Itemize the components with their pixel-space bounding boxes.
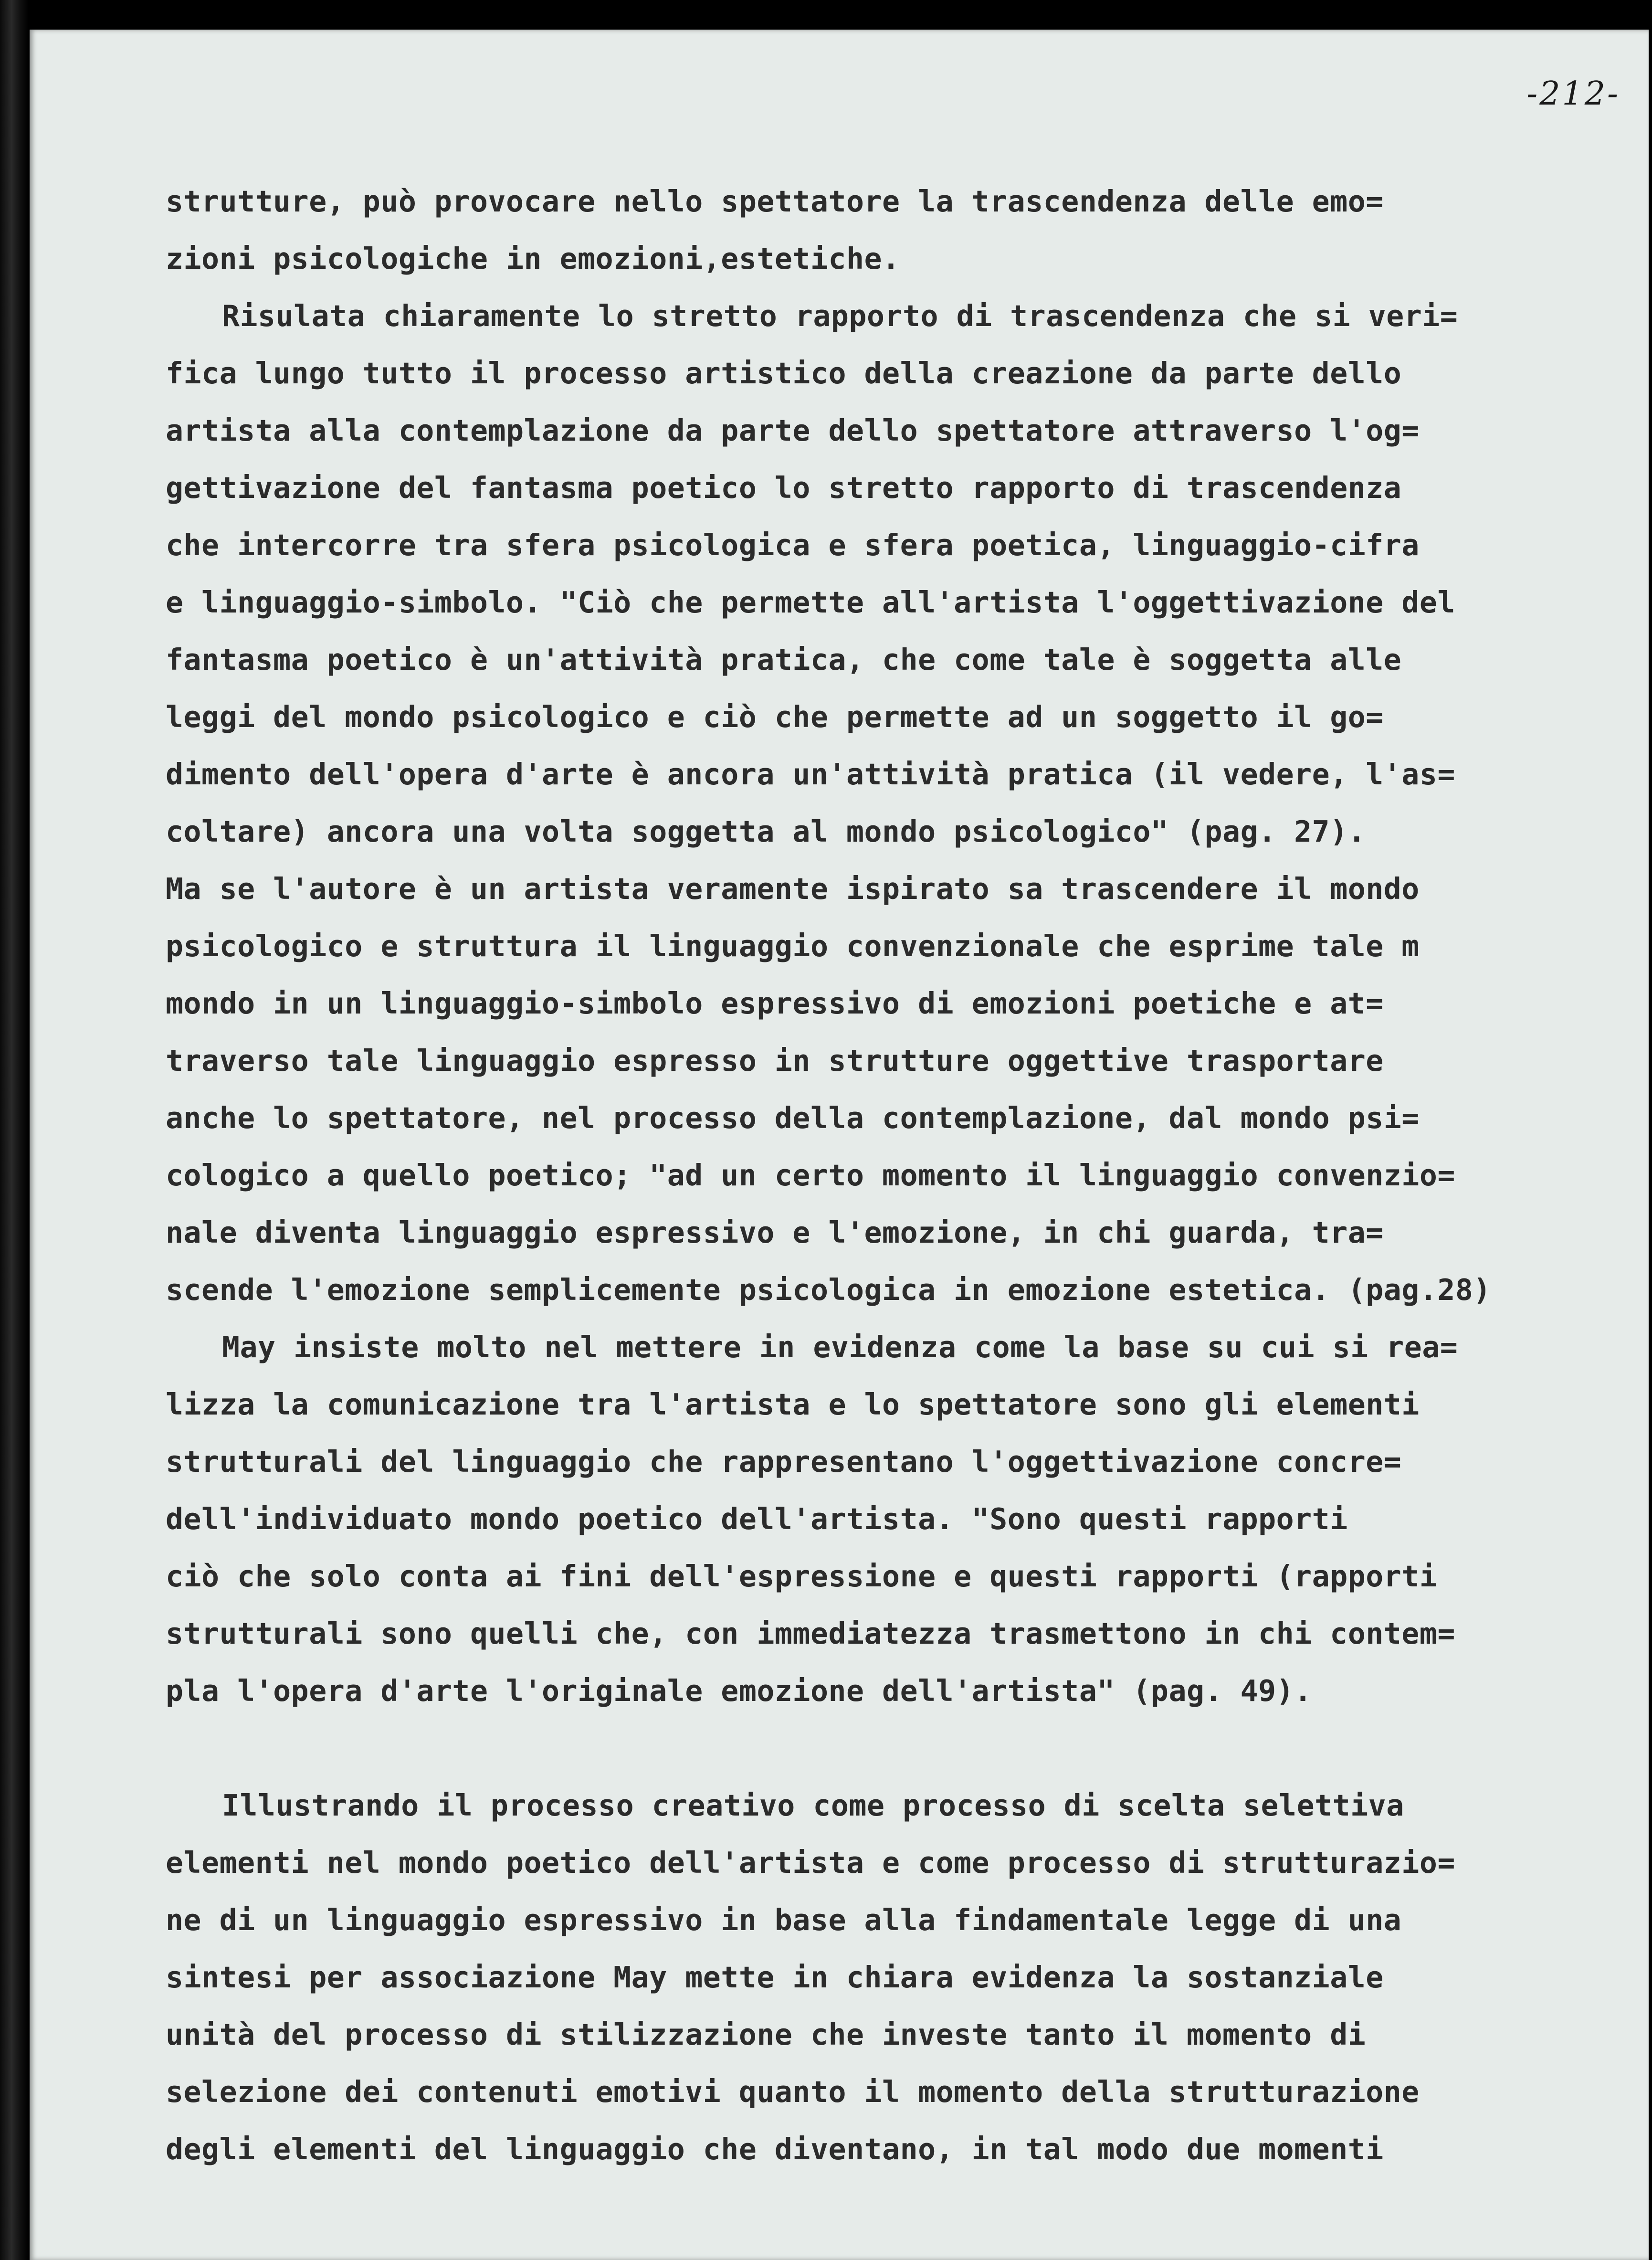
text-line: ciò che solo conta ai fini dell'espressione e questi rapporti (rapporti [166,1559,1438,1594]
text-line: lizza la comunicazione tra l'artista e lo spettatore sono gli elementi [166,1387,1420,1422]
text-line: fica lungo tutto il processo artistico della creazione da parte dello [166,356,1402,391]
text-line: dell'individuato mondo poetico dell'artista. "Sono questi rapporti [166,1502,1348,1536]
text-line: zioni psicologiche in emozioni,estetiche. [166,242,900,276]
text-line: pla l'opera d'arte l'originale emozione dell'artista" (pag. 49). [166,1674,1312,1708]
text-line: coltare) ancora una volta soggetta al mondo psicologico" (pag. 27). [166,814,1366,849]
text-line: traverso tale linguaggio espresso in strutture oggettive trasportare [166,1044,1384,1078]
text-line: fantasma poetico è un'attività pratica, che come tale è soggetta alle [166,643,1402,677]
text-line: unità del processo di stilizzazione che investe tanto il momento di [166,2017,1366,2052]
text-line: nale diventa linguaggio espressivo e l'emozione, in chi guarda, tra= [166,1215,1384,1250]
text-line: strutturali del linguaggio che rappresentano l'oggettivazione concre= [166,1445,1402,1479]
text-line: mondo in un linguaggio-simbolo espressivo di emozioni poetiche e at= [166,986,1384,1021]
text-line: e linguaggio-simbolo. "Ciò che permette all'artista l'oggettivazione del [166,585,1455,620]
page-number: -212- [1526,75,1620,113]
text-line: strutturali sono quelli che, con immediatezza trasmettono in chi contem= [166,1616,1455,1651]
text-line: artista alla contemplazione da parte dello spettatore attraverso l'og= [166,413,1420,448]
text-line: Risulata chiaramente lo stretto rapporto di trascendenza che si veri= [222,299,1458,333]
text-line: degli elementi del linguaggio che diventano, in tal modo due momenti [166,2132,1384,2166]
paragraph-gap [166,1720,1645,1777]
text-line: dimento dell'opera d'arte è ancora un'attività pratica (il vedere, l'as= [166,757,1455,792]
text-line: selezione dei contenuti emotivi quanto il momento della strutturazione [166,2075,1420,2109]
typewritten-page [30,30,1649,2260]
body-text [166,173,1645,2178]
text-line: psicologico e struttura il linguaggio convenzionale che esprime tale m [166,929,1420,963]
text-line: Illustrando il processo creativo come processo di scelta selettiva [222,1788,1404,1823]
text-line: ne di un linguaggio espressivo in base alla findamentale legge di una [166,1903,1402,1937]
text-line: strutture, può provocare nello spettatore la trascendenza delle emo= [166,184,1384,219]
text-line: cologico a quello poetico; "ad un certo momento il linguaggio convenzio= [166,1158,1455,1193]
text-line: May insiste molto nel mettere in evidenza come la base su cui si rea= [222,1330,1458,1364]
text-line: che intercorre tra sfera psicologica e sfera poetica, linguaggio-cifra [166,528,1420,562]
text-line: sintesi per associazione May mette in chiara evidenza la sostanziale [166,1960,1384,1995]
text-line: gettivazione del fantasma poetico lo stretto rapporto di trascendenza [166,471,1402,505]
text-line: elementi nel mondo poetico dell'artista e come processo di strutturazio= [166,1846,1455,1880]
text-line: scende l'emozione semplicemente psicologica in emozione estetica. (pag.28) [166,1273,1491,1307]
text-line: leggi del mondo psicologico e ciò che permette ad un soggetto il go= [166,700,1384,734]
text-line: Ma se l'autore è un artista veramente ispirato sa trascendere il mondo [166,872,1420,906]
binding-edge [0,0,29,2260]
text-line: anche lo spettatore, nel processo della contemplazione, dal mondo psi= [166,1101,1420,1135]
